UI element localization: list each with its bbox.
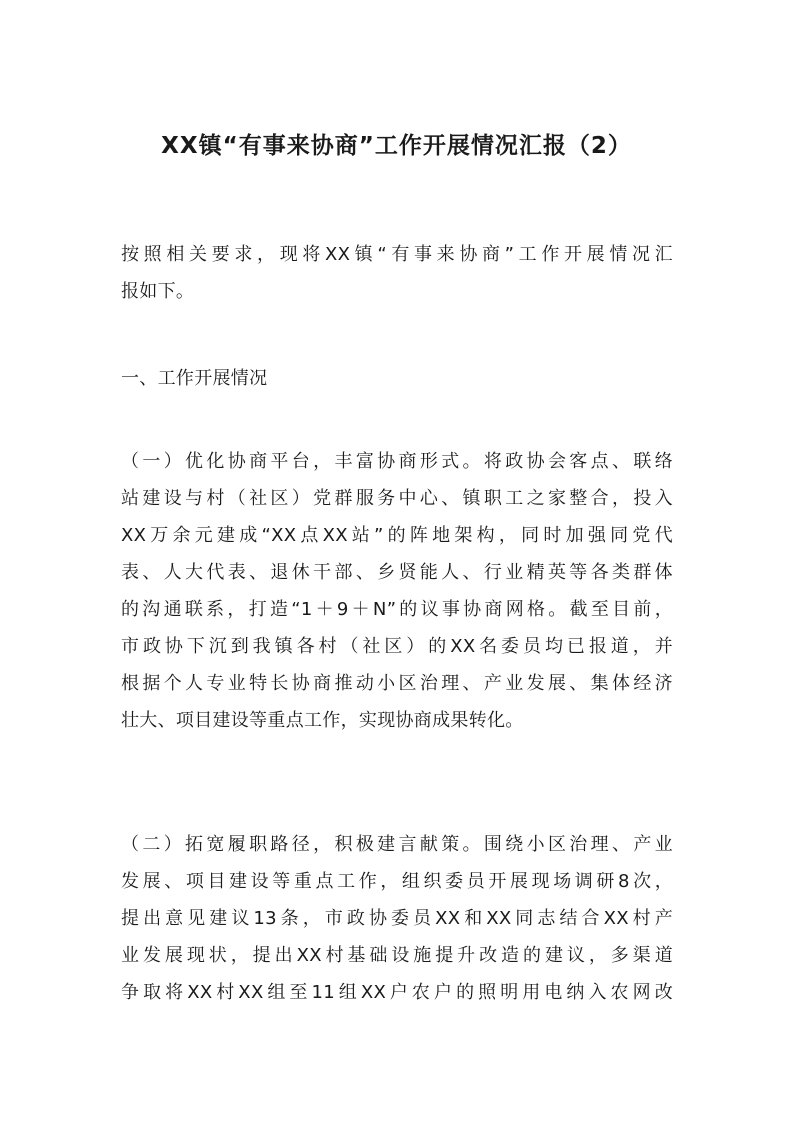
paragraph-line: （一）优化协商平台，丰富协商形式。将政协会客点、联络 — [121, 451, 673, 472]
paragraph-two — [121, 826, 673, 1011]
paragraph-one — [121, 443, 673, 739]
paragraph-line: XX万余元建成“XX点XX站”的阵地架构，同时加强同党代 — [121, 525, 673, 546]
paragraph-line: 业发展现状，提出XX村基础设施提升改造的建议，多渠道 — [121, 945, 673, 966]
intro-paragraph — [121, 236, 673, 310]
paragraph-line: 提出意见建议13条，市政协委员XX和XX同志结合XX村产 — [121, 908, 673, 929]
paragraph-line: 站建设与村（社区）党群服务中心、镇职工之家整合，投入 — [121, 488, 673, 509]
paragraph-line: 市政协下沉到我镇各村（社区）的XX名委员均已报道，并 — [121, 636, 673, 657]
paragraph-line: 报如下。 — [121, 281, 195, 302]
paragraph-line: 发展、项目建设等重点工作，组织委员开展现场调研8次， — [121, 871, 673, 892]
paragraph-line: 按照相关要求，现将XX镇“有事来协商”工作开展情况汇 — [121, 244, 673, 265]
paragraph-line: 根据个人专业特长协商推动小区治理、产业发展、集体经济 — [121, 673, 673, 694]
section-heading — [121, 360, 673, 397]
paragraph-line: 表、人大代表、退休干部、乡贤能人、行业精英等各类群体 — [121, 562, 673, 583]
document-title: XX镇“有事来协商”工作开展情况汇报（2） — [161, 133, 632, 159]
paragraph-line: （二）拓宽履职路径，积极建言献策。围绕小区治理、产业 — [121, 834, 673, 855]
paragraph-line: 壮大、项目建设等重点工作，实现协商成果转化。 — [121, 710, 524, 731]
paragraph-line: 的沟通联系，打造“1＋9＋N”的议事协商网格。截至目前， — [121, 599, 673, 620]
paragraph-line: 争取将XX村XX组至11组XX户农户的照明用电纳入农网改 — [121, 982, 673, 1003]
section-heading-text: 一、工作开展情况 — [121, 368, 268, 389]
